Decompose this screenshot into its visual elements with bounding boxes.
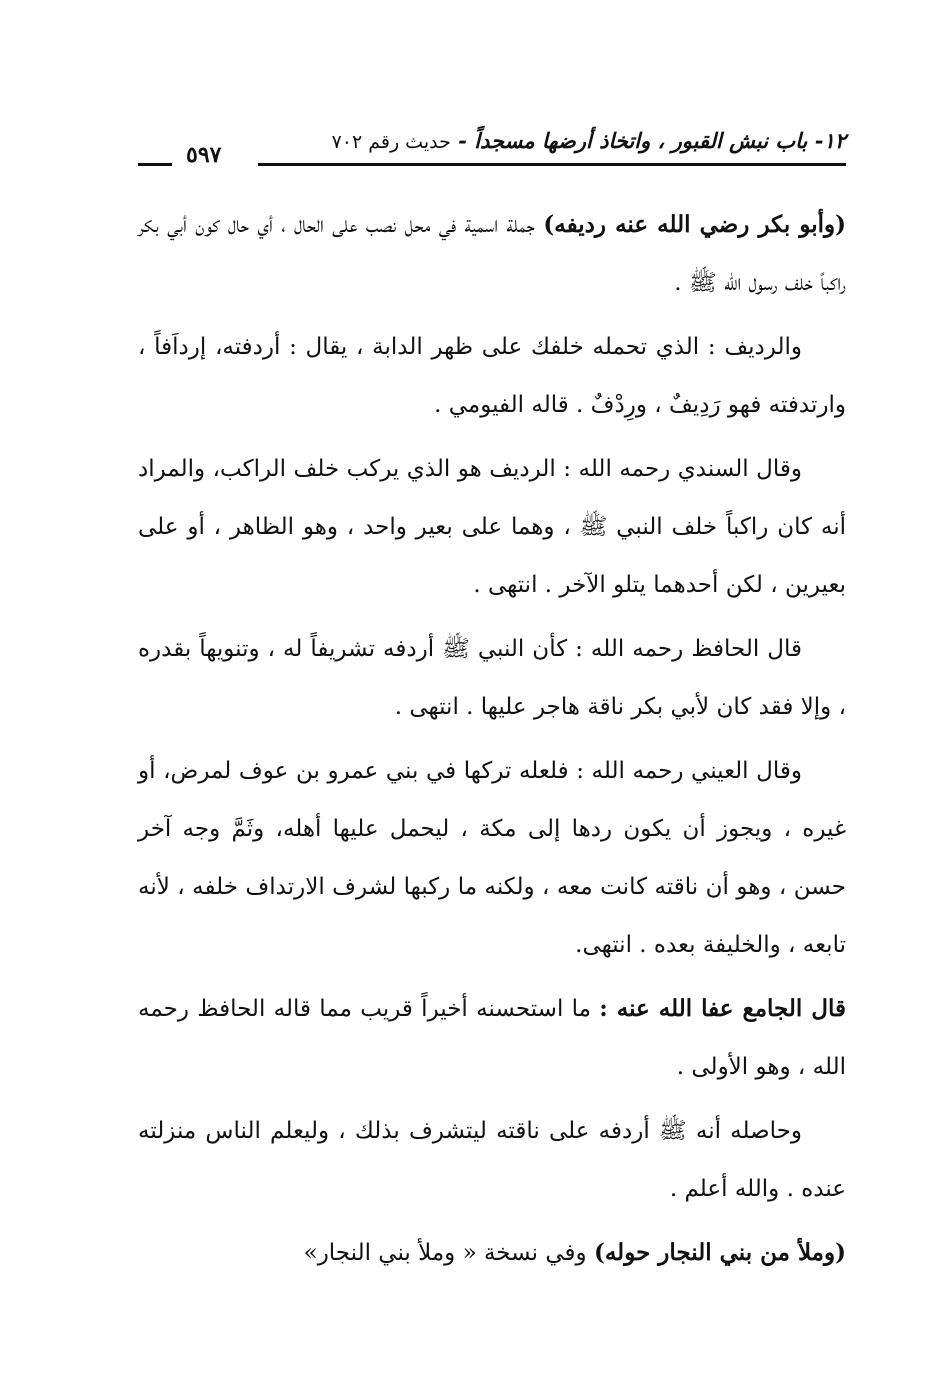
- paragraph-text: ما استحسنه أخيراً قريب مما قاله الحافظ رحمه الله ، وهو الأولى .: [138, 996, 846, 1080]
- page-number: ٥٩٧: [186, 142, 222, 168]
- paragraph-bold-lead: قال الجامع عفا الله عنه :: [599, 995, 846, 1022]
- paragraph-text: قال الحافظ رحمه الله : كأن النبي ﷺ أردفه تشريفاً له ، وتنويهاً بقدره ، وإلا فقد كان لأبي بكر ناقة هاجر عليها . انتهى .: [138, 636, 846, 720]
- paragraph-1: [138, 196, 846, 312]
- paragraph-text: جملة اسمية في محل نصب على الحال ، أي حال كون أبي بكر راكباً خلف رسول الله ﷺ .: [138, 212, 846, 296]
- paragraph-bold-lead: (وأبو بكر رضي الله عنه رديفه): [543, 211, 846, 238]
- page-header: [138, 112, 846, 174]
- hadith-reference: حديث رقم ٧٠٢: [331, 131, 451, 153]
- header-rule: [258, 163, 846, 166]
- paragraph-3: [138, 440, 846, 614]
- paragraph-6: [138, 980, 846, 1096]
- paragraph-text: وحاصله أنه ﷺ أردفه على ناقته ليتشرف بذلك ، وليعلم الناس منزلته عنده . والله أعلم .: [138, 1118, 846, 1202]
- paragraph-4: [138, 620, 846, 736]
- paragraph-text: وقال العيني رحمه الله : فلعله تركها في بني عمرو بن عوف لمرض، أو غيره ، ويجوز أن يكون ردها إلى مكة ، ليحمل عليها أهله، وثَمَّ وجه آخر حسن ، وهو أن ناقته كانت معه ، ولكنه ما ركبها لشرف الارتداف خلفه ، لأنه تابعه ، والخليفة بعده . انتهى.: [138, 758, 846, 958]
- paragraph-text: وفي نسخة « وملأ بني النجار»: [303, 1240, 594, 1266]
- paragraph-2: [138, 318, 846, 434]
- page-body: [138, 196, 846, 1282]
- page-number-dash: [138, 163, 172, 166]
- paragraph-bold-lead: (وملأ من بني النجار حوله): [593, 1239, 846, 1266]
- running-header: [332, 128, 846, 153]
- paragraph-5: [138, 742, 846, 974]
- paragraph-7: [138, 1102, 846, 1218]
- paragraph-text: وقال السندي رحمه الله : الرديف هو الذي يركب خلف الراكب، والمراد أنه كان راكباً خلف النبي ﷺ ، وهما على بعير واحد ، وهو الظاهر ، أو على بعيرين ، لكن أحدهما يتلو الآخر . انتهى .: [138, 456, 846, 598]
- chapter-title: ١٢- باب نبش القبور ، واتخاذ أرضها مسجداً -: [458, 128, 846, 153]
- paragraph-text: والرديف : الذي تحمله خلفك على ظهر الدابة ، يقال : أردفته، إرداَفاً ، وارتدفته فهو رَدِيفٌ ، ورِدْفٌ . قاله الفيومي .: [138, 334, 846, 418]
- paragraph-8: [138, 1224, 846, 1282]
- book-page: [138, 112, 846, 1292]
